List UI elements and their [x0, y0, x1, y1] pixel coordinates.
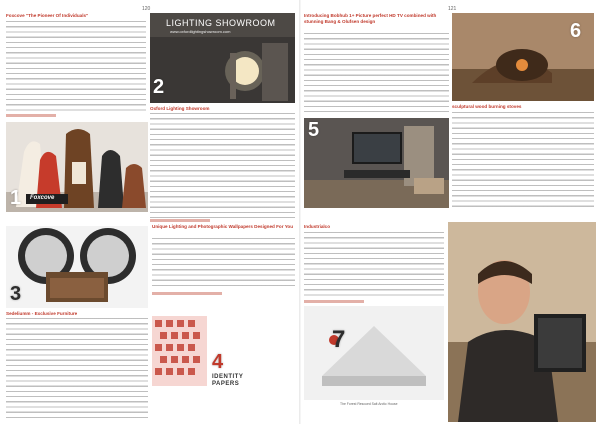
identity-papers-brand	[212, 374, 243, 388]
page-number-left: 120	[142, 6, 151, 12]
article-7-number: 7	[332, 326, 346, 353]
foxcove-logo: Foxcove	[30, 195, 55, 201]
article-6-image	[452, 13, 594, 101]
page-number-right: 121	[448, 6, 457, 12]
article-4-link[interactable]	[152, 292, 222, 295]
article-4-heading: Unique Lighting and Photographic Wallpapers Designed For You	[152, 224, 294, 229]
brand-line-1: IDENTITY	[212, 374, 244, 380]
article-1-number: 1	[10, 187, 22, 209]
article-6-body	[452, 112, 594, 210]
article-3-image	[6, 226, 148, 308]
article-4-number: 4	[212, 351, 224, 373]
article-7-link[interactable]	[304, 300, 364, 303]
showroom-sign-title: LIGHTING SHOWROOM	[166, 18, 276, 28]
article-5-number: 5	[308, 119, 320, 141]
article-3-number: 3	[10, 283, 22, 305]
article-5-body	[304, 33, 449, 115]
article-6-heading: sculptural wood burning stoves	[452, 104, 522, 109]
article-7-body	[304, 232, 444, 298]
article-7-heading: Industrialco	[304, 224, 331, 229]
showroom-sign-url: www.oxfordlightingshowroom.com	[170, 29, 231, 34]
article-1-image	[6, 122, 148, 212]
article-1-body	[6, 21, 146, 113]
article-5-image	[304, 118, 449, 208]
article-3-heading: Sedeliumm - Exclusive Furniture	[6, 311, 78, 316]
brand-line-2: PAPERS	[212, 381, 240, 387]
article-7-caption: The Forest Rescued Salt Arctic House	[340, 402, 398, 406]
article-2-link[interactable]	[150, 219, 210, 222]
article-1-link[interactable]	[6, 114, 56, 117]
article-4-body	[152, 238, 295, 290]
article-7-portrait	[448, 222, 596, 422]
article-2-image	[150, 13, 295, 103]
page-gutter	[299, 0, 301, 424]
article-4-image	[152, 316, 207, 386]
article-5-heading: Introducing Bobhub 1+ Picture perfect HD TV combined with stunning Bang & Olufsen design	[304, 13, 437, 24]
article-1-title: Foxcove "The Pioneer Of Individuals"	[6, 13, 89, 18]
article-3-body	[6, 318, 148, 418]
article-6-number: 6	[570, 20, 582, 42]
article-2-number: 2	[153, 76, 165, 98]
article-2-body	[150, 113, 295, 218]
article-2-heading: Oxford Lighting Showroom	[150, 106, 210, 111]
article-7-image	[304, 306, 444, 400]
